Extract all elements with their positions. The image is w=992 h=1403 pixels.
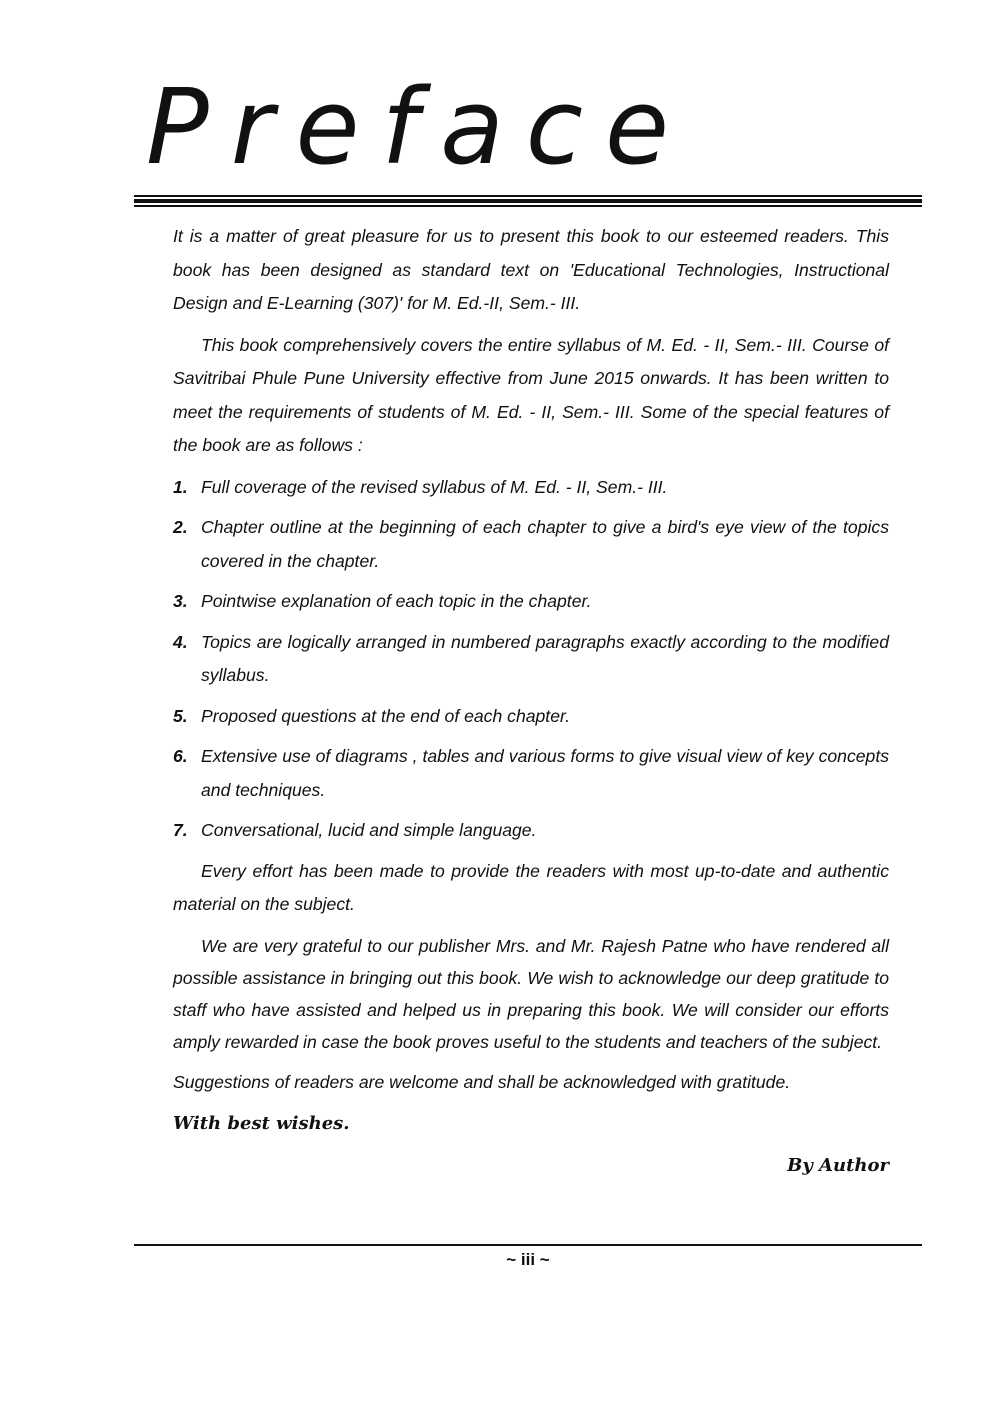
feature-item <box>173 740 889 807</box>
intro-paragraph: It is a matter of great pleasure for us to present this book to our esteemed readers. This book has been designed as standard text on 'Educational Technologies, Instructional Design and E-Learning (307)' for M. Ed.-II, Sem.- III. <box>173 226 889 313</box>
page-title: Preface <box>146 66 691 188</box>
feature-item <box>173 700 889 734</box>
feature-item <box>173 511 889 578</box>
feature-text: Full coverage of the revised syllabus of M. Ed. - II, Sem.- III. <box>201 476 668 497</box>
feature-text: Topics are logically arranged in numbered paragraphs exactly according to the modified syllabus. <box>201 631 889 685</box>
feature-number: 7. <box>173 820 188 840</box>
feature-text: Extensive use of diagrams , tables and various forms to give visual view of key concepts and techniques. <box>201 746 889 800</box>
footer-rule <box>134 1244 922 1246</box>
feature-text: Chapter outline at the beginning of each chapter to give a bird's eye view of the topics covered in the chapter. <box>201 517 889 571</box>
header-rule-top <box>134 195 922 197</box>
feature-item <box>173 626 889 693</box>
feature-text: Pointwise explanation of each topic in the chapter. <box>201 591 592 611</box>
feature-number: 1. <box>173 476 188 497</box>
feature-text: Conversational, lucid and simple language. <box>201 820 537 840</box>
feature-item <box>173 585 889 619</box>
closing-line: With best wishes. <box>173 1113 350 1134</box>
syllabus-paragraph: This book comprehensively covers the entire syllabus of M. Ed. - II, Sem.- III. Course of Savitribai Phule Pune University effective from June 2015 onwards. It has been written to meet the requirements of students of M. Ed. - II, Sem.- III. Some of the special features of the book are as follows : <box>173 334 889 455</box>
page-number: ~ iii ~ <box>506 1250 550 1269</box>
feature-number: 6. <box>173 746 188 766</box>
feature-number: 3. <box>173 591 188 611</box>
header-rule-middle <box>134 199 922 203</box>
feature-number: 5. <box>173 705 188 726</box>
features-list <box>173 471 889 848</box>
effort-paragraph: Every effort has been made to provide the readers with most up-to-date and authentic material on the subject. <box>173 860 889 914</box>
header-rule-bottom <box>134 205 922 207</box>
feature-number: 4. <box>173 631 188 652</box>
feature-item <box>173 814 889 848</box>
preface-body <box>173 220 889 1190</box>
signature: By Author <box>787 1154 889 1176</box>
gratitude-paragraph: We are very grateful to our publisher Mrs. and Mr. Rajesh Patne who have rendered all possible assistance in bringing out this book. We wish to acknowledge our deep gratitude to staff who have assisted and helped us in preparing this book. We will consider our efforts amply rewarded in case the book proves useful to the students and teachers of the subject. <box>173 935 889 1052</box>
suggestions-paragraph: Suggestions of readers are welcome and shall be acknowledged with gratitude. <box>173 1071 791 1092</box>
feature-item <box>173 471 889 505</box>
feature-number: 2. <box>173 517 188 537</box>
feature-text: Proposed questions at the end of each chapter. <box>201 705 571 726</box>
